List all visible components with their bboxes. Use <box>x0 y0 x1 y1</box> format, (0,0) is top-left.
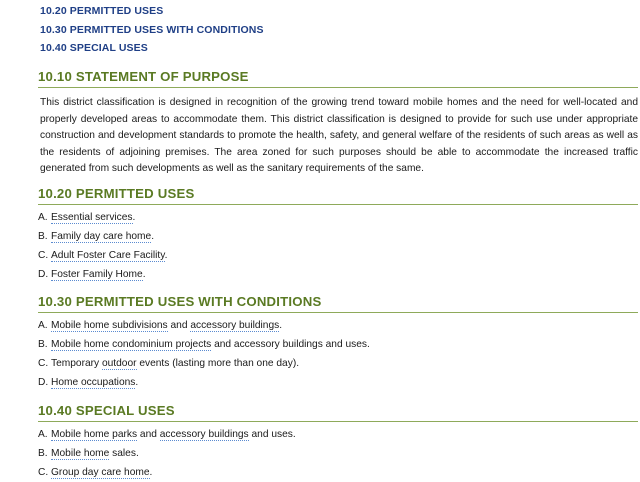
item-link[interactable]: Mobile home parks <box>51 429 138 440</box>
item-text: . <box>279 320 283 331</box>
item-text: and accessory buildings and uses. <box>211 339 370 350</box>
item-link[interactable]: Mobile home condominium projects <box>51 339 212 350</box>
list-item <box>38 373 638 392</box>
item-letter: B. <box>38 448 48 459</box>
list-item <box>38 463 638 482</box>
item-text: . <box>164 250 168 261</box>
list-item <box>38 227 638 246</box>
item-letter: C. <box>38 467 49 478</box>
item-letter: A. <box>38 429 48 440</box>
item-letter: A. <box>38 212 48 223</box>
item-text: Temporary <box>51 358 102 369</box>
item-letter: D. <box>38 377 49 388</box>
purpose-paragraph: This district classification is designed in recognition of the growing trend toward mobile homes and the need for well-located and properly developed areas to accommodate them. This district classification is designed to provide for such use under appropriate construction and development standards to promote the health, safety, and general welfare of the residents of such areas as well as the residents of adjoining premises. The area zoned for such purposes should be able to accommodate the increased traffic generated from such developments as well as the sanitary requirements of the same. <box>40 97 638 175</box>
toc-link-permitted-uses[interactable]: 10.20 PERMITTED USES <box>40 5 164 17</box>
section-permitted-uses <box>38 186 638 284</box>
list-item <box>38 316 638 335</box>
item-letter: C. <box>38 250 49 261</box>
item-text: . <box>151 231 155 242</box>
item-text: events (lasting more than one day). <box>136 358 300 369</box>
item-text: and <box>167 320 191 331</box>
item-text: . <box>149 467 153 478</box>
section-heading: 10.10 STATEMENT OF PURPOSE <box>38 69 638 88</box>
item-link[interactable]: Essential services <box>51 212 133 223</box>
list-item <box>38 425 638 444</box>
list-item <box>38 335 638 354</box>
section-heading: 10.40 SPECIAL USES <box>38 403 638 422</box>
item-text: . <box>132 212 136 223</box>
list-item <box>38 208 638 227</box>
item-letter: B. <box>38 231 48 242</box>
item-text: . <box>142 269 146 280</box>
item-letter: A. <box>38 320 48 331</box>
item-text: and <box>137 429 160 440</box>
item-link[interactable]: outdoor <box>101 358 137 369</box>
item-text: and uses. <box>248 429 296 440</box>
section-heading: 10.30 PERMITTED USES WITH CONDITIONS <box>38 294 638 313</box>
item-link[interactable]: Foster Family Home <box>51 269 143 280</box>
item-link[interactable]: Adult Foster Care Facility <box>51 250 165 261</box>
item-letter: D. <box>38 269 49 280</box>
section-heading: 10.20 PERMITTED USES <box>38 186 638 205</box>
table-of-contents <box>40 2 264 58</box>
item-link[interactable]: accessory buildings <box>190 320 280 331</box>
toc-link-permitted-uses-with-conditions[interactable]: 10.30 PERMITTED USES WITH CONDITIONS <box>40 23 264 36</box>
list-item <box>38 444 638 463</box>
item-letter: B. <box>38 339 48 350</box>
list-item <box>38 246 638 265</box>
item-link[interactable]: Group day care home <box>51 467 150 478</box>
item-link[interactable]: accessory buildings <box>159 429 249 440</box>
section-special-uses <box>38 403 638 482</box>
item-link[interactable]: Home occupations <box>51 377 136 388</box>
item-text: . <box>135 377 139 388</box>
item-link[interactable]: Mobile home <box>51 448 110 459</box>
list-item <box>38 354 638 373</box>
section-permitted-uses-with-conditions <box>38 294 638 392</box>
item-text: sales. <box>109 448 139 459</box>
item-letter: C. <box>38 358 49 369</box>
list-item <box>38 265 638 284</box>
item-link[interactable]: Family day care home <box>51 231 152 242</box>
section-statement-of-purpose <box>38 69 638 178</box>
toc-link-special-uses[interactable]: 10.40 SPECIAL USES <box>40 42 148 54</box>
item-link[interactable]: Mobile home subdivisions <box>51 320 168 331</box>
